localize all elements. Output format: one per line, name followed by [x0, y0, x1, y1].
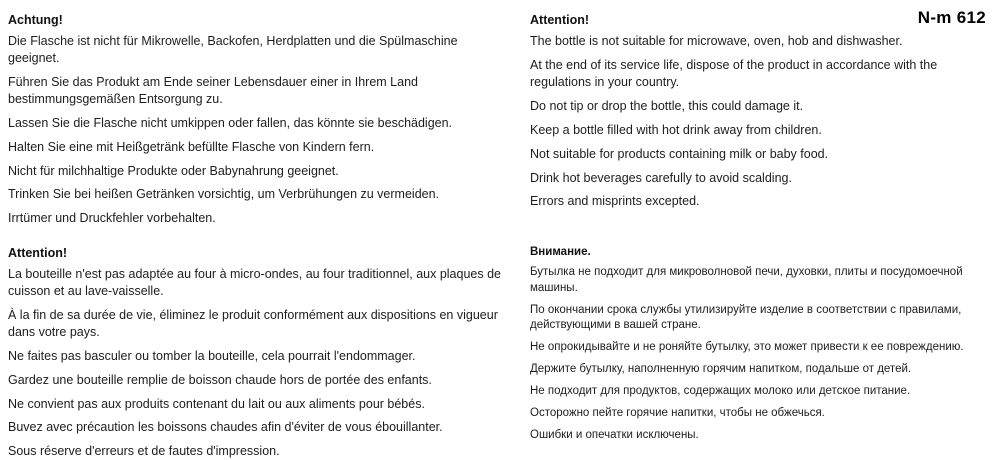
warning-paragraph: À la fin de sa durée de vie, éliminez le produit conformément aux dispositions en vigueur dans votre pays. [8, 308, 498, 339]
warning-paragraph: Errors and misprints excepted. [530, 194, 700, 209]
section-heading-russian: Внимание. [530, 246, 591, 258]
warning-paragraph: La bouteille n'est pas adaptée au four à micro-ondes, au four traditionnel, aux plaques de cuisson et au lave-vaisselle. [8, 267, 501, 299]
warning-section-french [8, 245, 508, 460]
warning-paragraph: The bottle is not suitable for microwave, oven, hob and dishwasher. [530, 34, 903, 49]
warning-paragraph: Sous réserve d'erreurs et de fautes d'impression. [8, 444, 280, 459]
warning-section-german [8, 12, 508, 227]
warning-paragraph: Irrtümer und Druckfehler vorbehalten. [8, 211, 216, 226]
warning-paragraph: Keep a bottle filled with hot drink away from children. [530, 122, 822, 137]
warning-paragraph: Not suitable for products containing milk or baby food. [530, 146, 829, 161]
warning-paragraph: Ne convient pas aux produits contenant du lait ou aux aliments pour bébés. [8, 396, 425, 411]
warning-paragraph: Ошибки и опечатки исключены. [530, 428, 699, 441]
section-heading-french: Attention! [8, 246, 68, 260]
section-heading-english: Attention! [530, 13, 590, 27]
section-heading-german: Achtung! [8, 13, 63, 27]
warning-paragraph: Lassen Sie die Flasche nicht umkippen oder fallen, das könnte sie beschädigen. [8, 115, 453, 130]
warning-paragraph: Führen Sie das Produkt am Ende seiner Lebensdauer einer in Ihrem Land bestimmungsgemäßen Entsorgung zu. [8, 75, 418, 106]
warning-paragraph: Buvez avec précaution les boissons chaudes afin d'éviter de vous ébouillanter. [8, 420, 443, 435]
warning-section-russian [530, 245, 990, 450]
warning-paragraph: Trinken Sie bei heißen Getränken vorsichtig, um Verbrühungen zu vermeiden. [8, 187, 440, 202]
warning-paragraph: Бутылка не подходит для микроволновой печи, духовки, плиты и посудомоечной машины. [530, 265, 963, 294]
warning-paragraph: Drink hot beverages carefully to avoid scalding. [530, 170, 792, 185]
warning-paragraph: По окончании срока службы утилизируйте изделие в соответствии с правилами, действующими в вашей стране. [530, 303, 962, 332]
warning-paragraph: At the end of its service life, dispose of the product in accordance with the regulations in your country. [530, 58, 938, 89]
warning-paragraph: Die Flasche ist nicht für Mikrowelle, Backofen, Herdplatten und die Spülmaschine geeignet. [8, 34, 458, 66]
warning-section-english [530, 12, 990, 217]
warning-paragraph: Осторожно пейте горячие напитки, чтобы не обжечься. [530, 406, 825, 419]
warning-paragraph: Не подходит для продуктов, содержащих молоко или детское питание. [530, 385, 911, 398]
warning-paragraph: Gardez une bouteille remplie de boisson chaude hors de portée des enfants. [8, 372, 432, 387]
warning-paragraph: Do not tip or drop the bottle, this could damage it. [530, 98, 804, 113]
product-code: N-m 612 [917, 8, 986, 27]
warning-paragraph: Nicht für milchhaltige Produkte oder Babynahrung geeignet. [8, 163, 339, 178]
warning-paragraph: Halten Sie eine mit Heißgetränk befüllte Flasche von Kindern fern. [8, 139, 375, 154]
warning-paragraph: Ne faites pas basculer ou tomber la bouteille, cela pourrait l'endommager. [8, 348, 416, 363]
warning-paragraph: Не опрокидывайте и не роняйте бутылку, это может привести к ее повреждению. [530, 341, 964, 354]
warning-paragraph: Держите бутылку, наполненную горячим напитком, подальше от детей. [530, 363, 912, 376]
